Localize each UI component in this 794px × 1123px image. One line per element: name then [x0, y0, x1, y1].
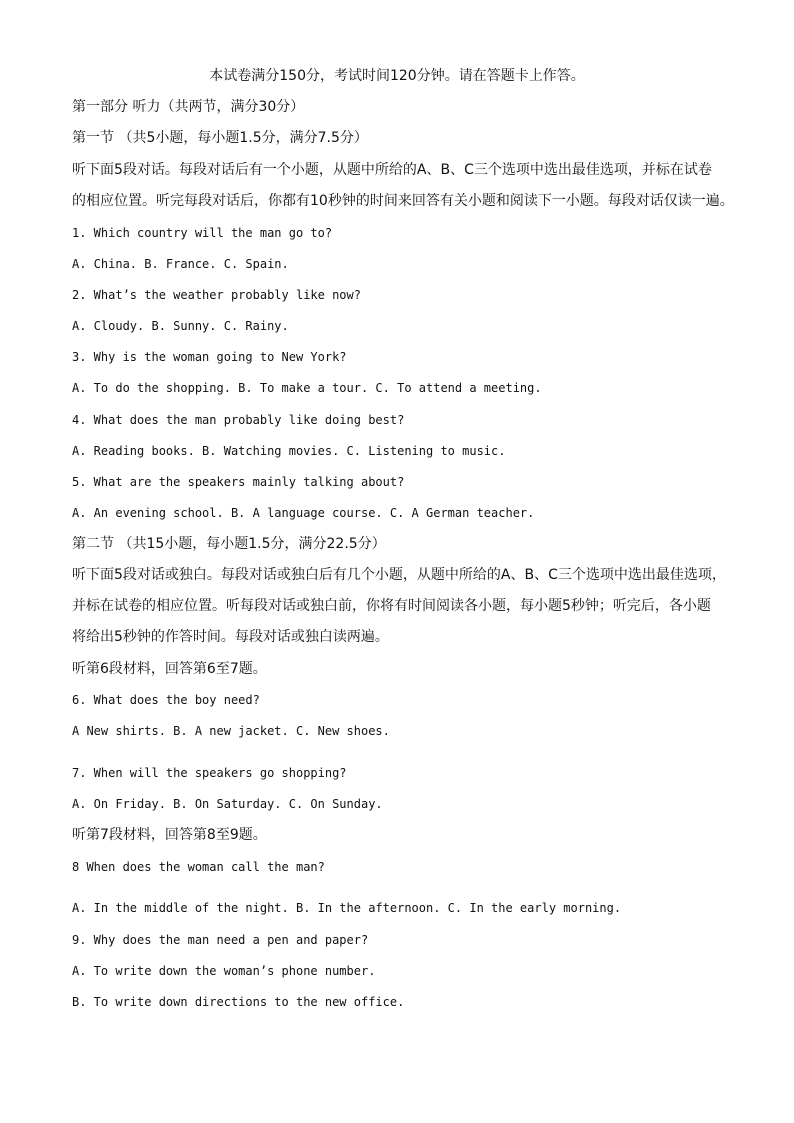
section1-instructions-line1: 听下面5段对话。每段对话后有一个小题，从题中所给的A、B、C三个选项中选出最佳选项，并标在试卷 [72, 162, 712, 178]
question-3-options: A. To do the shopping. B. To make a tour. C. To attend a meeting. [72, 381, 542, 395]
question-7: 7. When will the speakers go shopping? [72, 766, 347, 780]
section1-title: 第一节 （共5小题，每小题1.5分，满分7.5分） [72, 130, 368, 146]
section2-instructions-line2: 并标在试卷的相应位置。听每段对话或独白前，你将有时间阅读各小题，每小题5秒钟；听完后，各小题 [72, 598, 711, 614]
material-7-heading: 听第7段材料，回答第8至9题。 [72, 827, 267, 843]
section2-instructions-line1: 听下面5段对话或独白。每段对话或独白后有几个小题，从题中所给的A、B、C三个选项中选出最佳选项， [72, 567, 726, 583]
question-4-options: A. Reading books. B. Watching movies. C. Listening to music. [72, 444, 506, 458]
part1-title: 第一部分 听力（共两节，满分30分） [72, 99, 305, 115]
question-8-options: A. In the middle of the night. B. In the afternoon. C. In the early morning. [72, 901, 622, 915]
question-3: 3. Why is the woman going to New York? [72, 350, 347, 364]
section2-instructions-line3: 将给出5秒钟的作答时间。每段对话或独白读两遍。 [72, 629, 389, 645]
question-5: 5. What are the speakers mainly talking about? [72, 475, 405, 489]
question-2: 2. What’s the weather probably like now? [72, 288, 361, 302]
question-4: 4. What does the man probably like doing best? [72, 413, 405, 427]
question-6-options: A New shirts. B. A new jacket. C. New shoes. [72, 724, 390, 738]
question-1-options: A. China. B. France. C. Spain. [72, 257, 289, 271]
question-6: 6. What does the boy need? [72, 693, 260, 707]
section1-instructions-line2: 的相应位置。听完每段对话后，你都有10秒钟的时间来回答有关小题和阅读下一小题。每段对话仅读一遍。 [72, 193, 734, 209]
exam-notice: 本试卷满分150分，考试时间120分钟。请在答题卡上作答。 [209, 68, 585, 84]
question-2-options: A. Cloudy. B. Sunny. C. Rainy. [72, 319, 289, 333]
section2-title: 第二节 （共15小题，每小题1.5分，满分22.5分） [72, 536, 386, 552]
material-6-heading: 听第6段材料，回答第6至7题。 [72, 661, 267, 677]
question-8: 8 When does the woman call the man? [72, 860, 325, 874]
question-7-options: A. On Friday. B. On Saturday. C. On Sunday. [72, 797, 383, 811]
question-9-option-a: A. To write down the woman’s phone number. [72, 964, 376, 978]
question-5-options: A. An evening school. B. A language course. C. A German teacher. [72, 506, 535, 520]
question-9-option-b: B. To write down directions to the new office. [72, 995, 405, 1009]
question-1: 1. Which country will the man go to? [72, 226, 333, 240]
question-9: 9. Why does the man need a pen and paper? [72, 933, 369, 947]
